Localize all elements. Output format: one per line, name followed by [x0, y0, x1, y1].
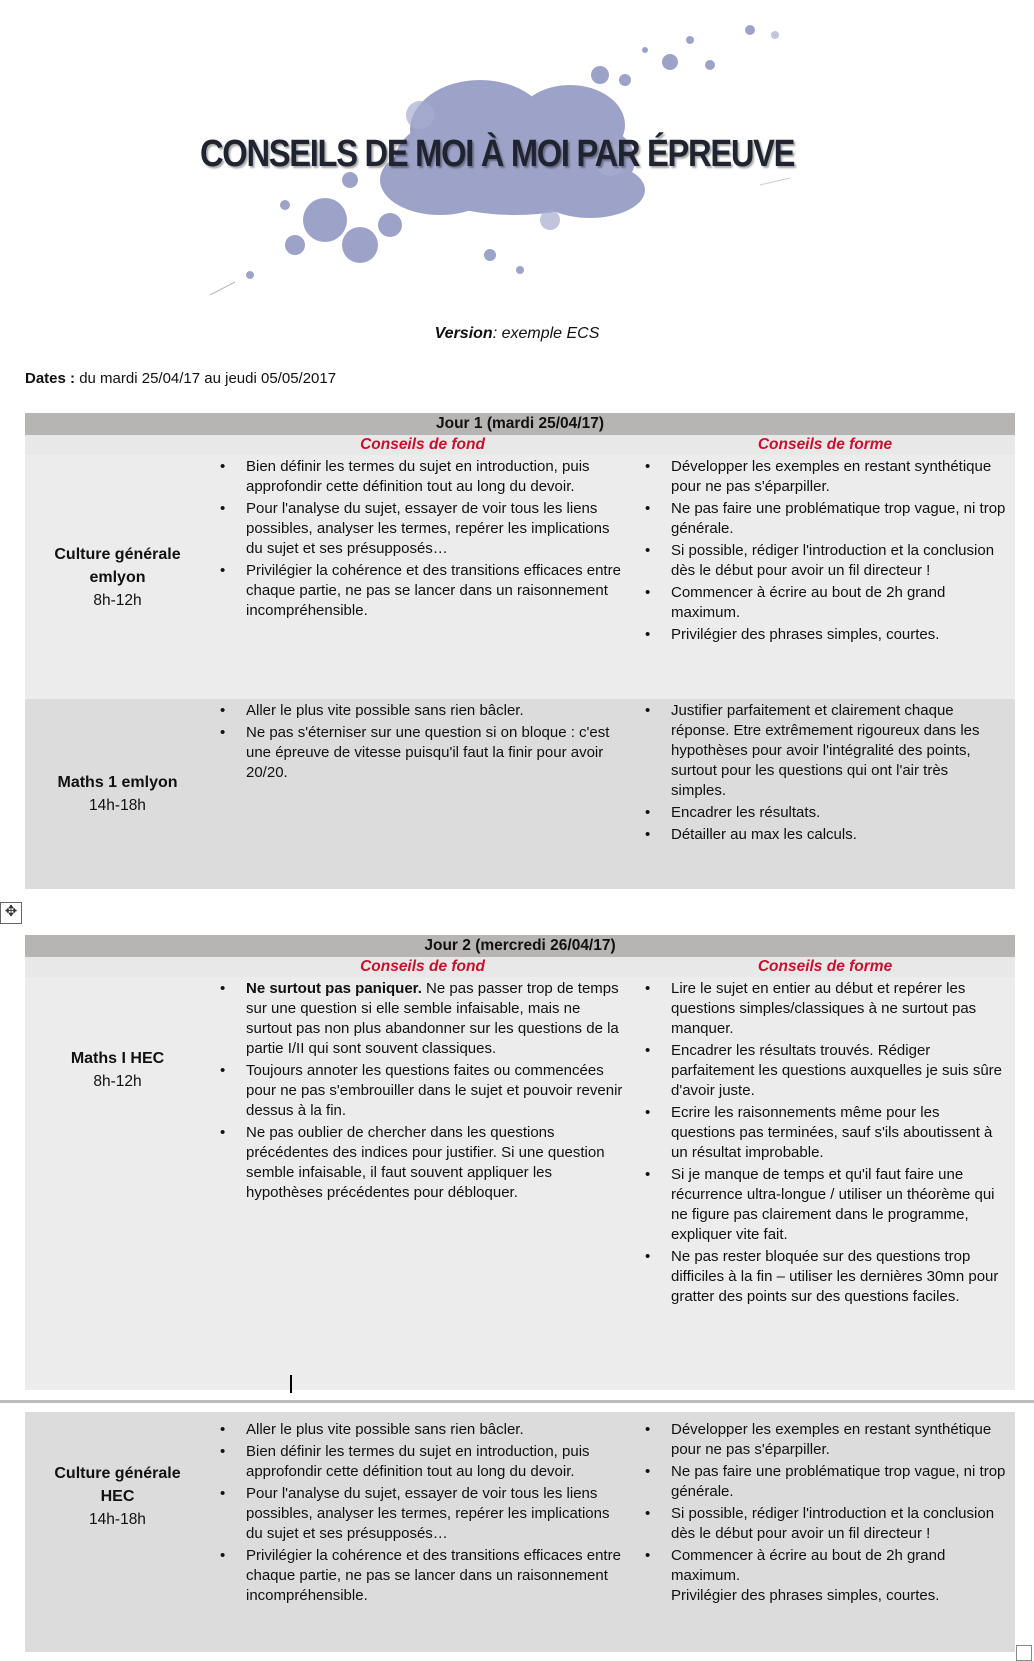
day2-title: Jour 2 (mercredi 26/04/17) [25, 935, 1015, 957]
page-break [0, 1400, 1034, 1403]
subject-time: 14h-18h [89, 1511, 146, 1528]
advice-item: • Ne pas faire une problématique trop vague, ni trop générale. [671, 1462, 1007, 1502]
subject-cell [25, 699, 210, 889]
day2-table-continued [25, 1412, 1015, 1652]
advice-item: • Développer les exemples en restant synthétique pour ne pas s'éparpiller. [671, 457, 1007, 497]
forme-cell [635, 699, 1015, 889]
advice-item: • Ne pas faire une problématique trop vague, ni trop générale. [671, 499, 1007, 539]
advice-item: • Aller le plus vite possible sans rien bâcler. [246, 701, 627, 721]
advice-item: • Pour l'analyse du sujet, essayer de voir tous les liens possibles, analyser les termes, repérer les implications du sujet et ses présupposés… [246, 1484, 627, 1544]
advice-item: • Ne pas oublier de chercher dans les questions précédentes des indices pour justifier. Si une question semble infaisable, il faut souvent appliquer les hypothèses précédentes pour débloquer. [246, 1123, 627, 1203]
advice-item: • Si possible, rédiger l'introduction et la conclusion dès le début pour avoir un fil directeur ! [671, 1504, 1007, 1544]
day2-table [25, 935, 1015, 1390]
subject-time: 14h-18h [89, 797, 146, 814]
forme-cell [635, 455, 1015, 699]
day2-forme-header: Conseils de forme [635, 957, 1015, 977]
advice-item: • Commencer à écrire au bout de 2h grand maximum. [671, 1546, 1007, 1586]
advice-item: • Justifier parfaitement et clairement chaque réponse. Etre extrêmement rigoureux dans les hypothèses pour avoir l'intégralité des points, surtout pour les questions qui ont l'air très simples. [671, 701, 1007, 801]
version-label: Version [434, 325, 493, 342]
subject-name: Maths 1 emlyon [57, 774, 178, 791]
day1-table [25, 413, 1015, 889]
advice-item: • Ecrire les raisonnements même pour les questions pas terminées, sauf s'ils aboutissent à un résultat improbable. [671, 1103, 1007, 1163]
advice-item: • Si je manque de temps et qu'il faut faire une récurrence ultra-longue / utiliser un théorème qui ne figure pas clairement dans le programme, expliquer vite fait. [671, 1165, 1007, 1245]
dates-value: du mardi 25/04/17 au jeudi 05/05/2017 [75, 370, 337, 387]
advice-item: • Pour l'analyse du sujet, essayer de voir tous les liens possibles, analyser les termes, repérer les implications du sujet et ses présupposés… [246, 499, 627, 559]
subject-name: Culture générale emlyon [54, 545, 181, 586]
subject-time: 8h-12h [93, 591, 142, 609]
advice-item: • Privilégier la cohérence et des transitions efficaces entre chaque partie, ne pas se lancer dans un raisonnement incompréhensible. [246, 1546, 627, 1606]
advice-item: • Détailler au max les calculs. [671, 825, 1007, 845]
day1-fond-header: Conseils de fond [210, 435, 635, 455]
version-line [0, 325, 1034, 343]
advice-item: • Bien définir les termes du sujet en introduction, puis approfondir cette définition tout au long du devoir. [246, 1442, 627, 1482]
advice-item: Privilégier des phrases simples, courtes. [671, 1587, 940, 1604]
version-value: : exemple ECS [492, 325, 600, 342]
advice-item: • Privilégier des phrases simples, courtes. [671, 625, 1007, 645]
advice-item: • Bien définir les termes du sujet en introduction, puis approfondir cette définition tout au long du devoir. [246, 457, 627, 497]
subject-cell [25, 455, 210, 699]
subject-name: Culture générale HEC [54, 1465, 181, 1505]
day1-subject-header [25, 435, 210, 455]
advice-item: • Ne pas s'éterniser sur une question si on bloque : c'est une épreuve de vitesse puisqu'il faut la finir pour avoir 20/20. [246, 723, 627, 783]
advice-item-bold: Ne surtout pas paniquer. [246, 980, 422, 997]
text-cursor [290, 1375, 292, 1393]
advice-item: • Encadrer les résultats. [671, 803, 1007, 823]
fond-cell [210, 455, 635, 699]
day1-forme-header: Conseils de forme [635, 435, 1015, 455]
forme-cell [635, 1412, 1015, 1652]
subject-name: Maths I HEC [70, 1050, 165, 1067]
subject-cell [25, 1412, 210, 1652]
fond-cell [210, 699, 635, 889]
advice-item [246, 979, 627, 1059]
advice-item: • Aller le plus vite possible sans rien bâcler. [246, 1420, 627, 1440]
day1-title: Jour 1 (mardi 25/04/17) [25, 413, 1015, 435]
advice-item: • Toujours annoter les questions faites ou commencées pour ne pas s'embrouiller dans le sujet et pouvoir revenir dessus à la fin. [246, 1061, 627, 1121]
day2-fond-header: Conseils de fond [210, 957, 635, 977]
advice-item: • Encadrer les résultats trouvés. Rédiger parfaitement les questions auxquelles je suis sûre d'avoir juste. [671, 1041, 1007, 1101]
banner-title: CONSEILS DE MOI À MOI PAR ÉPREUVE [200, 133, 795, 175]
advice-item: • Commencer à écrire au bout de 2h grand maximum. [671, 583, 1007, 623]
fond-cell [210, 1412, 635, 1652]
advice-item: • Ne pas rester bloquée sur des questions trop difficiles à la fin – utiliser les dernières 30mn pour gratter des points sur des questions faciles. [671, 1247, 1007, 1307]
forme-cell [635, 977, 1015, 1390]
advice-item-rest: Ne pas passer trop de temps sur une question si elle semble infaisable, mais ne surtout pas non plus abandonner sur les questions de la partie I/II qui sont souvent classiques. [246, 980, 619, 1057]
subject-time: 8h-12h [93, 1073, 142, 1090]
fond-cell [210, 977, 635, 1390]
advice-item: • Développer les exemples en restant synthétique pour ne pas s'éparpiller. [671, 1420, 1007, 1460]
move-handle-icon[interactable]: ✥ [0, 902, 22, 924]
dates-label: Dates : [25, 370, 76, 387]
advice-item: • Privilégier la cohérence et des transitions efficaces entre chaque partie, ne pas se lancer dans un raisonnement incompréhensible. [246, 561, 627, 621]
advice-item: • Lire le sujet en entier au début et repérer les questions simples/classiques à ne surtout pas manquer. [671, 979, 1007, 1039]
advice-item: • Si possible, rédiger l'introduction et la conclusion dès le début pour avoir un fil directeur ! [671, 541, 1007, 581]
subject-cell [25, 977, 210, 1390]
dates-line [25, 370, 336, 387]
day2-subject-header [25, 957, 210, 977]
